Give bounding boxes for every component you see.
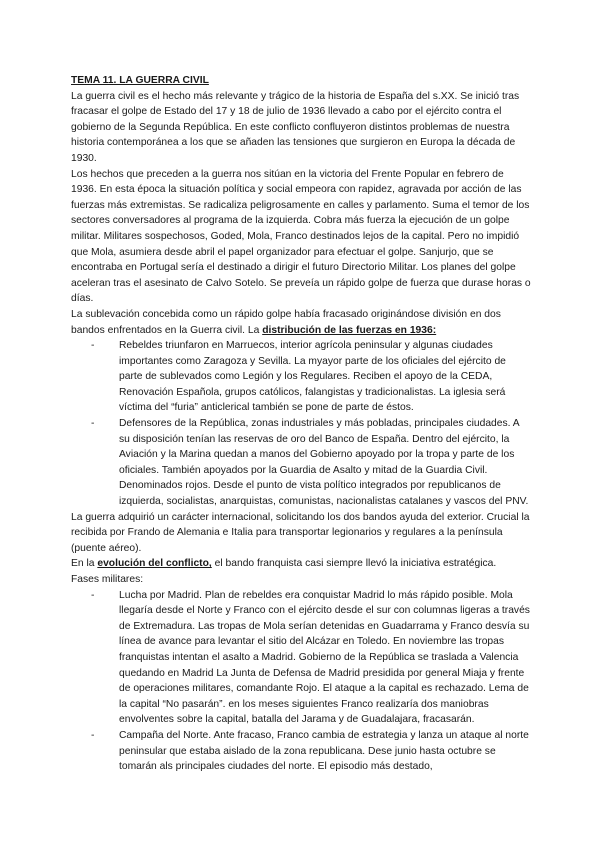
paragraph-evolution-post: el bando franquista casi siempre llevó la iniciativa estratégica. <box>211 558 497 570</box>
paragraph-phases: Fases militares: <box>71 574 144 585</box>
list-item-text: Campaña del Norte. Ante fracaso, Franco cambia de estrategia y lanza un ataque al norte peninsular que estaba aislado de la zona republicana. Dese junio hasta octubre se tomarán als principales ciudades del norte. El episodio más destado, <box>119 729 529 773</box>
paragraph-evolution <box>71 556 531 572</box>
bullet-dash: - <box>91 729 95 741</box>
bullet-dash: - <box>91 418 95 430</box>
phases-list <box>71 588 531 775</box>
paragraph-uprising <box>71 307 531 338</box>
forces-distribution-heading: distribución de las fuerzas en 1936: <box>262 324 437 336</box>
list-item <box>71 588 531 728</box>
evolution-heading: evolución del conflicto, <box>97 558 212 570</box>
paragraph-antecedents: Los hechos que preceden a la guerra nos sitúan en la victoria del Frente Popular en febrero de 1936. En esta época la situación política y social empeora con rapidez, agravada por acción de las fuerzas más extremistas. Se radicaliza peligrosamente en calles y parlamento. Suma el temor de los sectores conversadores al programa de la izquierda. Cobra más fuerza la ejecución de un golpe militar. Militares sospechosos, Goded, Mola, Franco destinados lejos de la capital. Pero no impidió que Mola, asumiera desde abril el papel organizador para efectuar el golpe. Sanjurjo, que se encontraba en Portugal sería el destinado a dirigir el futuro Directorio Militar. Los planes del golpe aceleran tras el asesinato de Calvo Sotelo. Se preveía un rápido golpe de fuerza que durase horas o días. <box>71 168 531 305</box>
list-item-text: Rebeldes triunfaron en Marruecos, interior agrícola peninsular y algunas ciudades importantes como Zaragoza y Sevilla. La myayor parte de los oficiales del ejército de parte de sublevados como Legión y los Regulares. Reciben el apoyo de la CEDA, Renovación Española, grupos católicos, falangistas y tradicionalistas. La iglesia será víctima del “furia” anticlerical también se pone de parte de éstos. <box>119 340 506 414</box>
paragraph-uprising-text: La sublevación concebida como un rápido golpe había fracasado originándose división en dos bandos enfrentados en la Guerra civil. La <box>71 308 501 336</box>
paragraph-intro: La guerra civil es el hecho más relevante y trágico de la historia de España del s.XX. Se inició tras fracasar el golpe de Estado del 17 y 18 de julio de 1936 llevado a cabo por el ejército contra el gobierno de la Segunda República. En este conflicto confluyeron distintos problemas de nuestra historia contemporánea a los que se añaden las tensiones que surgieron en Europa la década de 1930. <box>71 90 520 164</box>
document-body <box>71 73 531 775</box>
list-item <box>71 416 531 510</box>
list-item-text: Defensores de la República, zonas industriales y más pobladas, principales ciudades. A su disposición tenían las reservas de oro del Banco de España. Dentro del ejército, la Aviación y la Marina quedan a manos del Gobierno apoyado por la tropa y parte de los oficiales. También apoyados por la Guardia de Asalto y mitad de la Guardia Civil. Denominados rojos. Desde el punto de vista político integrados por republicanos de izquierda, socialistas, anarquistas, comunistas, nacionalistas catalanes y vascos del PNV. <box>119 418 529 508</box>
paragraph-international: La guerra adquirió un carácter internacional, solicitando los dos bandos ayuda del exterior. Crucial la recibida por Frando de Alemania e Italia para transportar legionarios y regulares a la península (puente aéreo). <box>71 511 530 554</box>
forces-list <box>71 338 531 510</box>
list-item-text: Lucha por Madrid. Plan de rebeldes era conquistar Madrid lo más rápido posible. Mola llegaría desde el Norte y Franco con el ejército desde el sur con columnas ligeras a través de Extremadura. Las tropas de Mola serían detenidas en Guadarrama y Franco desvía su línea de avance para levantar el sitio del Alcázar en Toledo. En noviembre las tropas franquistas intentan el asalto a Madrid. Gobierno de la República se traslada a Valencia quedando en Madrid La Junta de Defensa de Madrid presidida por general Miaja y frente de operaciones militares, comandante Rojo. El ataque a la capital es rechazado. Lema de la capital “No pasarán”. en los meses siguientes Franco realizaría dos maniobras envolventes sobre la capital, batalla del Jarama y de Guadalajara, fracasarán. <box>119 589 530 726</box>
bullet-dash: - <box>91 589 95 601</box>
document-title: TEMA 11. LA GUERRA CIVIL <box>71 75 209 86</box>
list-item <box>71 338 531 416</box>
list-item <box>71 728 531 775</box>
paragraph-evolution-pre: En la <box>71 558 98 570</box>
bullet-dash: - <box>91 340 95 352</box>
